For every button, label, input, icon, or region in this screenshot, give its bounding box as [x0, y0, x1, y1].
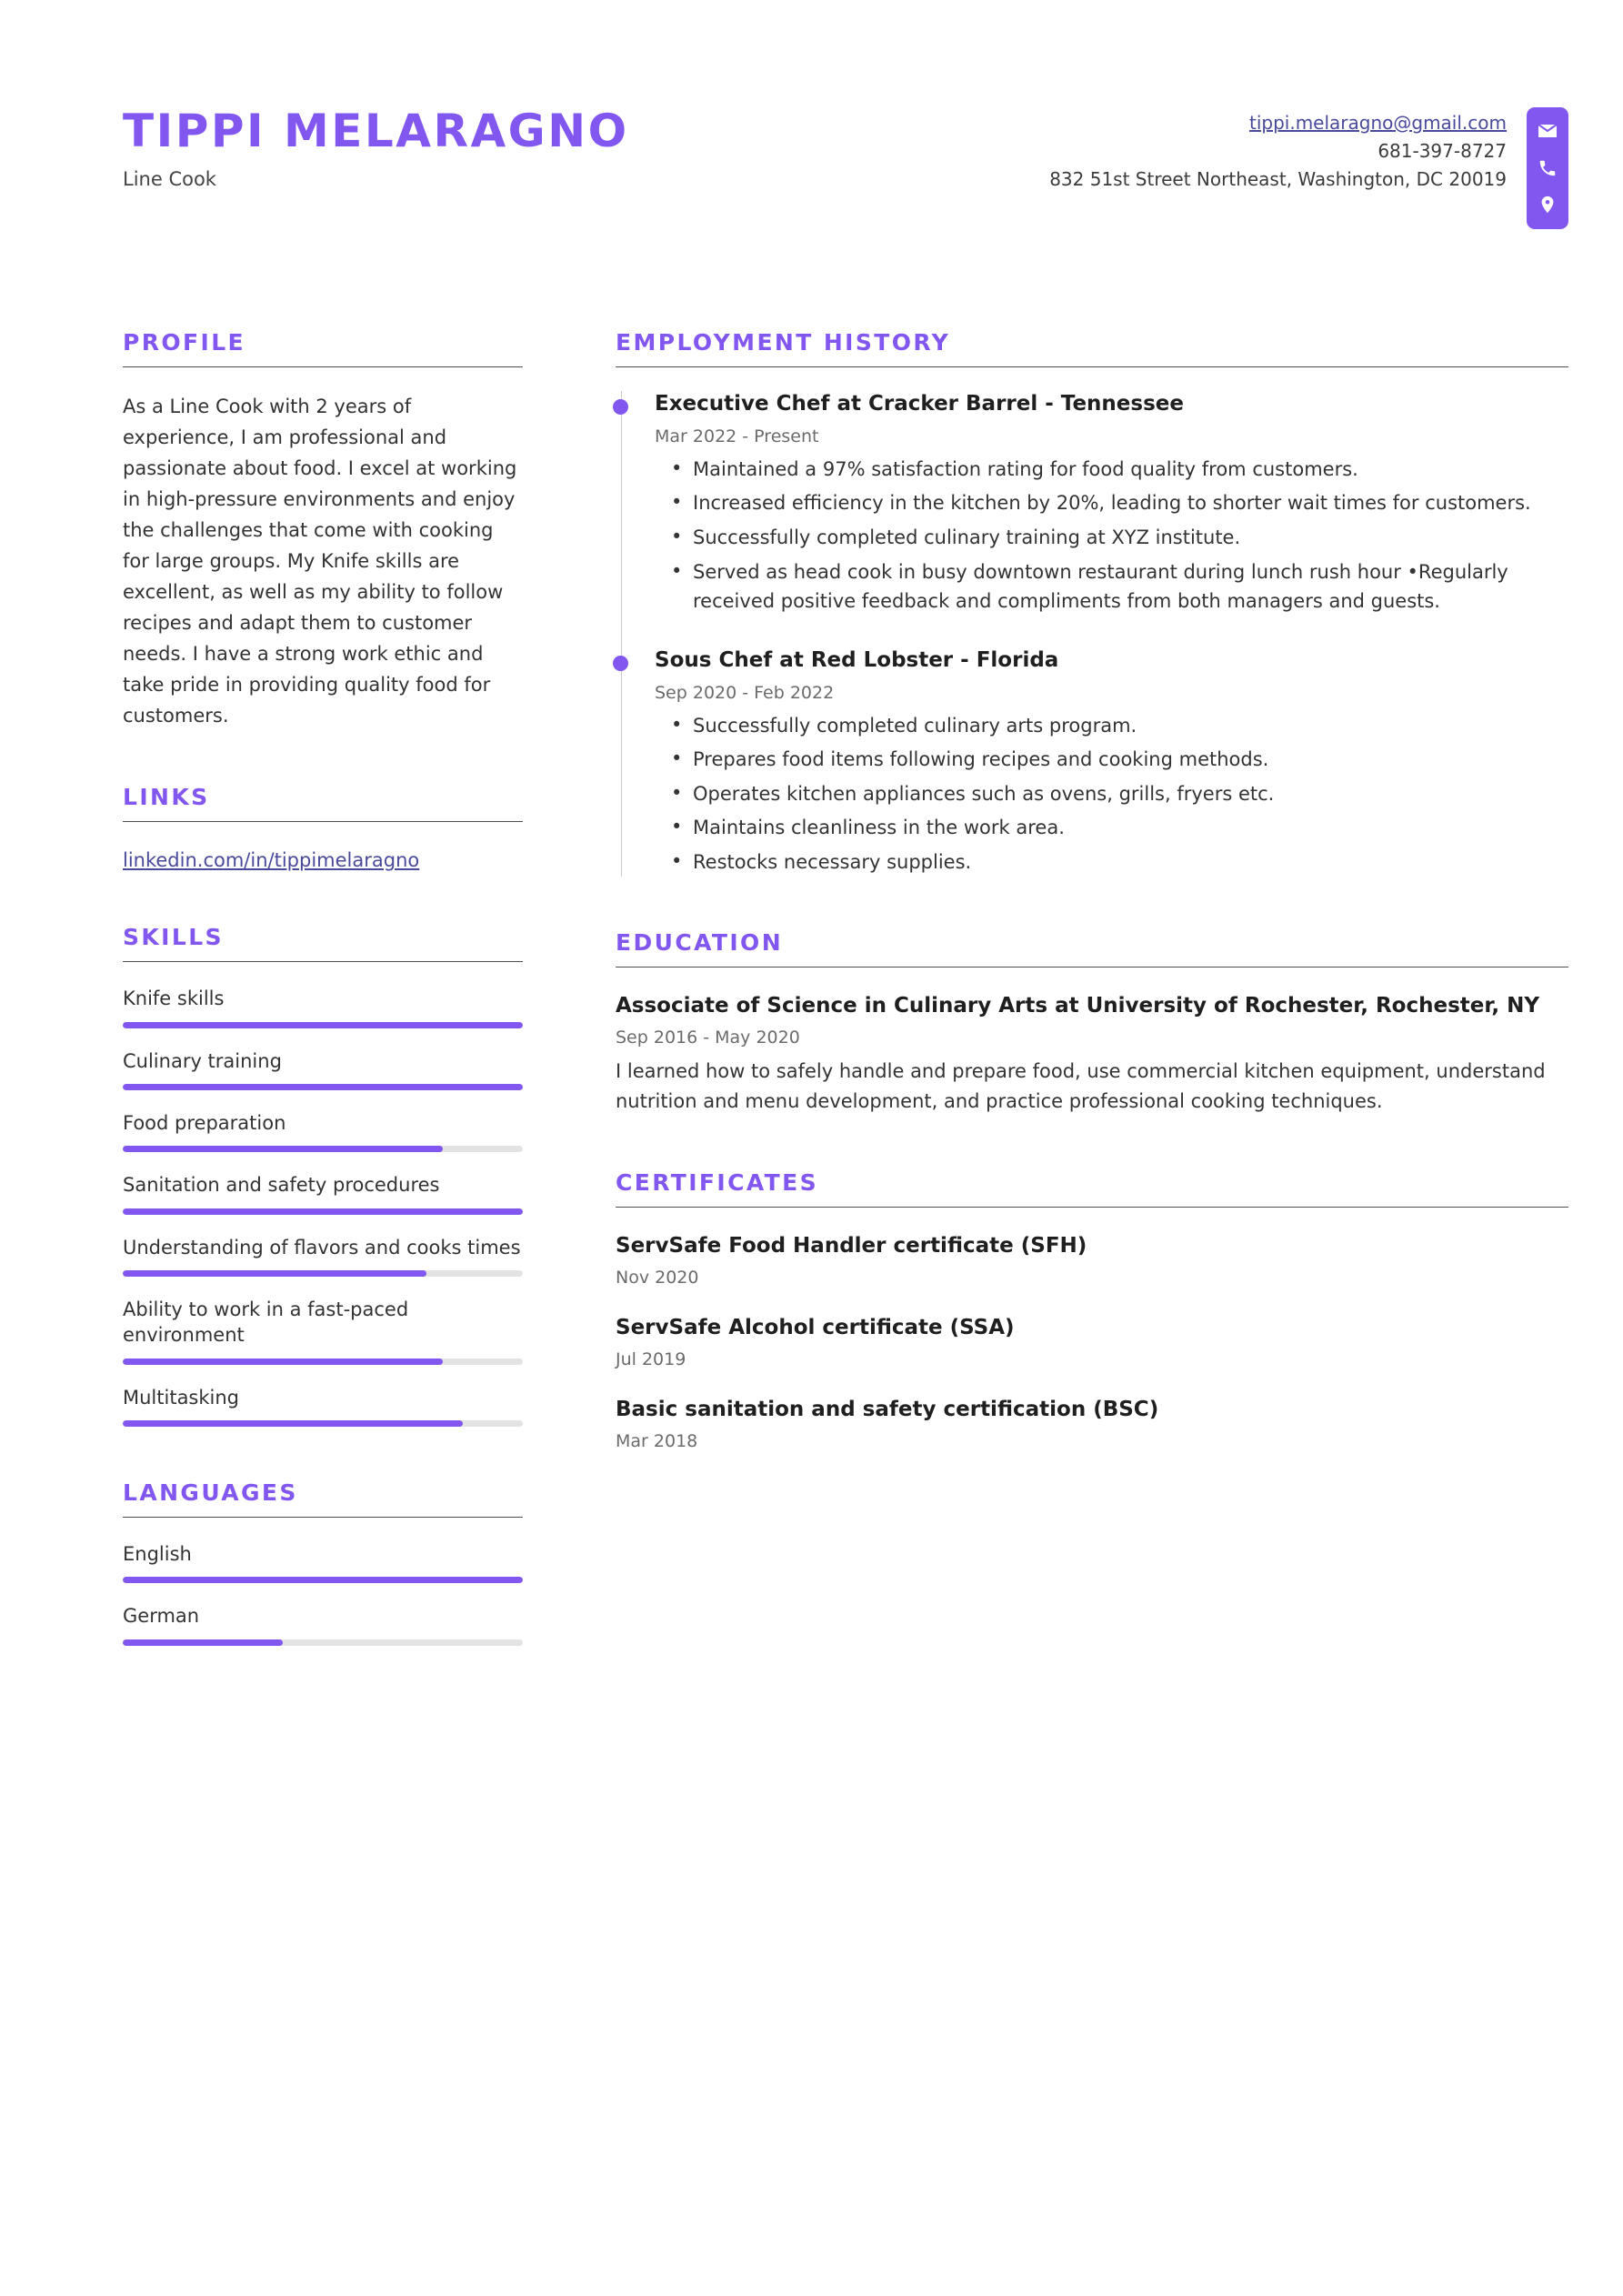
skill-item	[123, 1385, 523, 1427]
job-bullet: • Maintained a 97% satisfaction rating for food quality from customers.	[693, 455, 1568, 485]
language-label: German	[123, 1605, 200, 1628]
section-title-certificates: CERTIFICATES	[616, 1169, 1568, 1208]
certificate-title: Basic sanitation and safety certification (BSC)	[616, 1397, 1159, 1421]
skill-bar-track	[123, 1420, 523, 1427]
name-block	[123, 100, 629, 190]
timeline-dot-icon	[613, 399, 628, 415]
section-certificates	[616, 1169, 1568, 1452]
contact-area	[1049, 100, 1568, 229]
language-bar-track	[123, 1577, 523, 1583]
education-date: Sep 2016 - May 2020	[616, 1028, 800, 1048]
section-title-education: EDUCATION	[616, 929, 1568, 968]
skill-bar-fill	[123, 1146, 443, 1152]
skill-label: Sanitation and safety procedures	[123, 1174, 440, 1197]
skill-bar-track	[123, 1022, 523, 1028]
skill-label: Understanding of flavors and cooks times	[123, 1236, 521, 1258]
skill-label: Knife skills	[123, 988, 225, 1010]
job-bullet: • Operates kitchen appliances such as ovens, grills, fryers etc.	[693, 779, 1568, 809]
job-bullet: • Maintains cleanliness in the work area.	[693, 813, 1568, 843]
section-links	[123, 784, 523, 871]
language-bar-track	[123, 1639, 523, 1646]
skill-item	[123, 1110, 523, 1152]
address-line: 832 51st Street Northeast, Washington, DC 20019	[1049, 168, 1507, 190]
certificate-date: Jul 2019	[616, 1349, 686, 1369]
certificate-entry	[616, 1395, 1568, 1451]
language-label: English	[123, 1542, 192, 1565]
certificate-date: Nov 2020	[616, 1267, 699, 1288]
skill-bar-track	[123, 1270, 523, 1277]
skill-bar-fill	[123, 1022, 523, 1028]
skill-bar-track	[123, 1084, 523, 1090]
education-entry	[616, 991, 1568, 1116]
certificate-title: ServSafe Alcohol certificate (SSA)	[616, 1315, 1015, 1339]
section-title-links: LINKS	[123, 784, 523, 822]
phone-line: 681-397-8727	[1378, 140, 1507, 162]
job-bullet: • Restocks necessary supplies.	[693, 847, 1568, 877]
certificate-title: ServSafe Food Handler certificate (SFH)	[616, 1233, 1087, 1258]
profile-text: As a Line Cook with 2 years of experience, I am professional and passionate about food. I excel at working in high-pressure environments and enjoy the challenges that come with cooking for large groups. My Knife skills are excellent, as well as my ability to follow recipes and adapt them to customer needs. I have a strong work ethic and take pride in providing quality food for customers.	[123, 396, 517, 727]
left-column	[123, 329, 550, 1699]
language-bar-fill	[123, 1577, 523, 1583]
language-item	[123, 1541, 523, 1583]
section-title-profile: PROFILE	[123, 329, 523, 367]
education-description: I learned how to safely handle and prepare food, use commercial kitchen equipment, understand nutrition and menu development, and practice professional cooking techniques.	[616, 1060, 1546, 1112]
resume-body	[123, 329, 1568, 1699]
skill-bar-fill	[123, 1208, 523, 1215]
section-title-languages: LANGUAGES	[123, 1479, 523, 1518]
job-bullet: • Successfully completed culinary training at XYZ institute.	[693, 523, 1568, 553]
skill-bar-fill	[123, 1359, 443, 1365]
skill-label: Multitasking	[123, 1386, 240, 1409]
envelope-icon	[1537, 120, 1558, 142]
job-date: Mar 2022 - Present	[655, 426, 819, 446]
certificate-date: Mar 2018	[616, 1431, 698, 1452]
skill-item	[123, 1172, 523, 1214]
resume-header	[123, 0, 1568, 229]
timeline-dot-icon	[613, 656, 628, 671]
job-bullet: • Successfully completed culinary arts program.	[693, 711, 1568, 741]
skill-bar-fill	[123, 1270, 426, 1277]
job-bullets	[655, 455, 1568, 617]
skill-item	[123, 1297, 523, 1365]
job-date: Sep 2020 - Feb 2022	[655, 682, 835, 703]
job-heading: Executive Chef at Cracker Barrel - Tennessee	[655, 392, 1184, 416]
job-entry	[655, 647, 1568, 877]
contact-icon-rail	[1527, 107, 1568, 229]
skill-label: Culinary training	[123, 1049, 282, 1072]
email-line	[1049, 109, 1507, 137]
skill-bar-fill	[123, 1084, 523, 1090]
section-employment	[616, 329, 1568, 877]
location-pin-icon	[1538, 195, 1558, 215]
section-profile	[123, 329, 523, 731]
right-column	[550, 329, 1568, 1504]
skill-item	[123, 986, 523, 1028]
job-entry	[655, 391, 1568, 617]
skill-bar-fill	[123, 1420, 463, 1427]
certificate-entry	[616, 1231, 1568, 1288]
page-title: TIPPI MELARAGNO	[123, 105, 629, 157]
section-title-skills: SKILLS	[123, 924, 523, 962]
section-languages	[123, 1479, 523, 1646]
skill-label: Ability to work in a fast-paced environment	[123, 1298, 409, 1347]
certificate-entry	[616, 1313, 1568, 1369]
skill-bar-track	[123, 1146, 523, 1152]
language-bar-fill	[123, 1639, 283, 1646]
skill-bar-track	[123, 1359, 523, 1365]
job-title: Line Cook	[123, 167, 216, 190]
contact-block	[1049, 100, 1507, 194]
language-item	[123, 1603, 523, 1645]
section-education	[616, 929, 1568, 1116]
job-bullet: • Prepares food items following recipes and cooking methods.	[693, 745, 1568, 775]
job-heading: Sous Chef at Red Lobster - Florida	[655, 647, 1059, 672]
skill-item	[123, 1235, 523, 1277]
job-bullets	[655, 711, 1568, 877]
skill-bar-track	[123, 1208, 523, 1215]
phone-icon	[1538, 158, 1558, 178]
employment-timeline	[621, 391, 1568, 877]
skill-label: Food preparation	[123, 1111, 286, 1134]
section-skills	[123, 924, 523, 1427]
link-item[interactable]: linkedin.com/in/tippimelaragno	[123, 849, 420, 872]
email-link[interactable]: tippi.melaragno@gmail.com	[1248, 112, 1507, 134]
job-bullet: • Served as head cook in busy downtown restaurant during lunch rush hour •Regularly received positive feedback and compliments from both managers and guests.	[693, 557, 1568, 617]
job-bullet: • Increased efficiency in the kitchen by 20%, leading to shorter wait times for customers.	[693, 488, 1568, 518]
section-title-employment: EMPLOYMENT HISTORY	[616, 329, 1568, 367]
skill-item	[123, 1048, 523, 1090]
education-title: Associate of Science in Culinary Arts at University of Rochester, Rochester, NY	[616, 994, 1539, 1018]
